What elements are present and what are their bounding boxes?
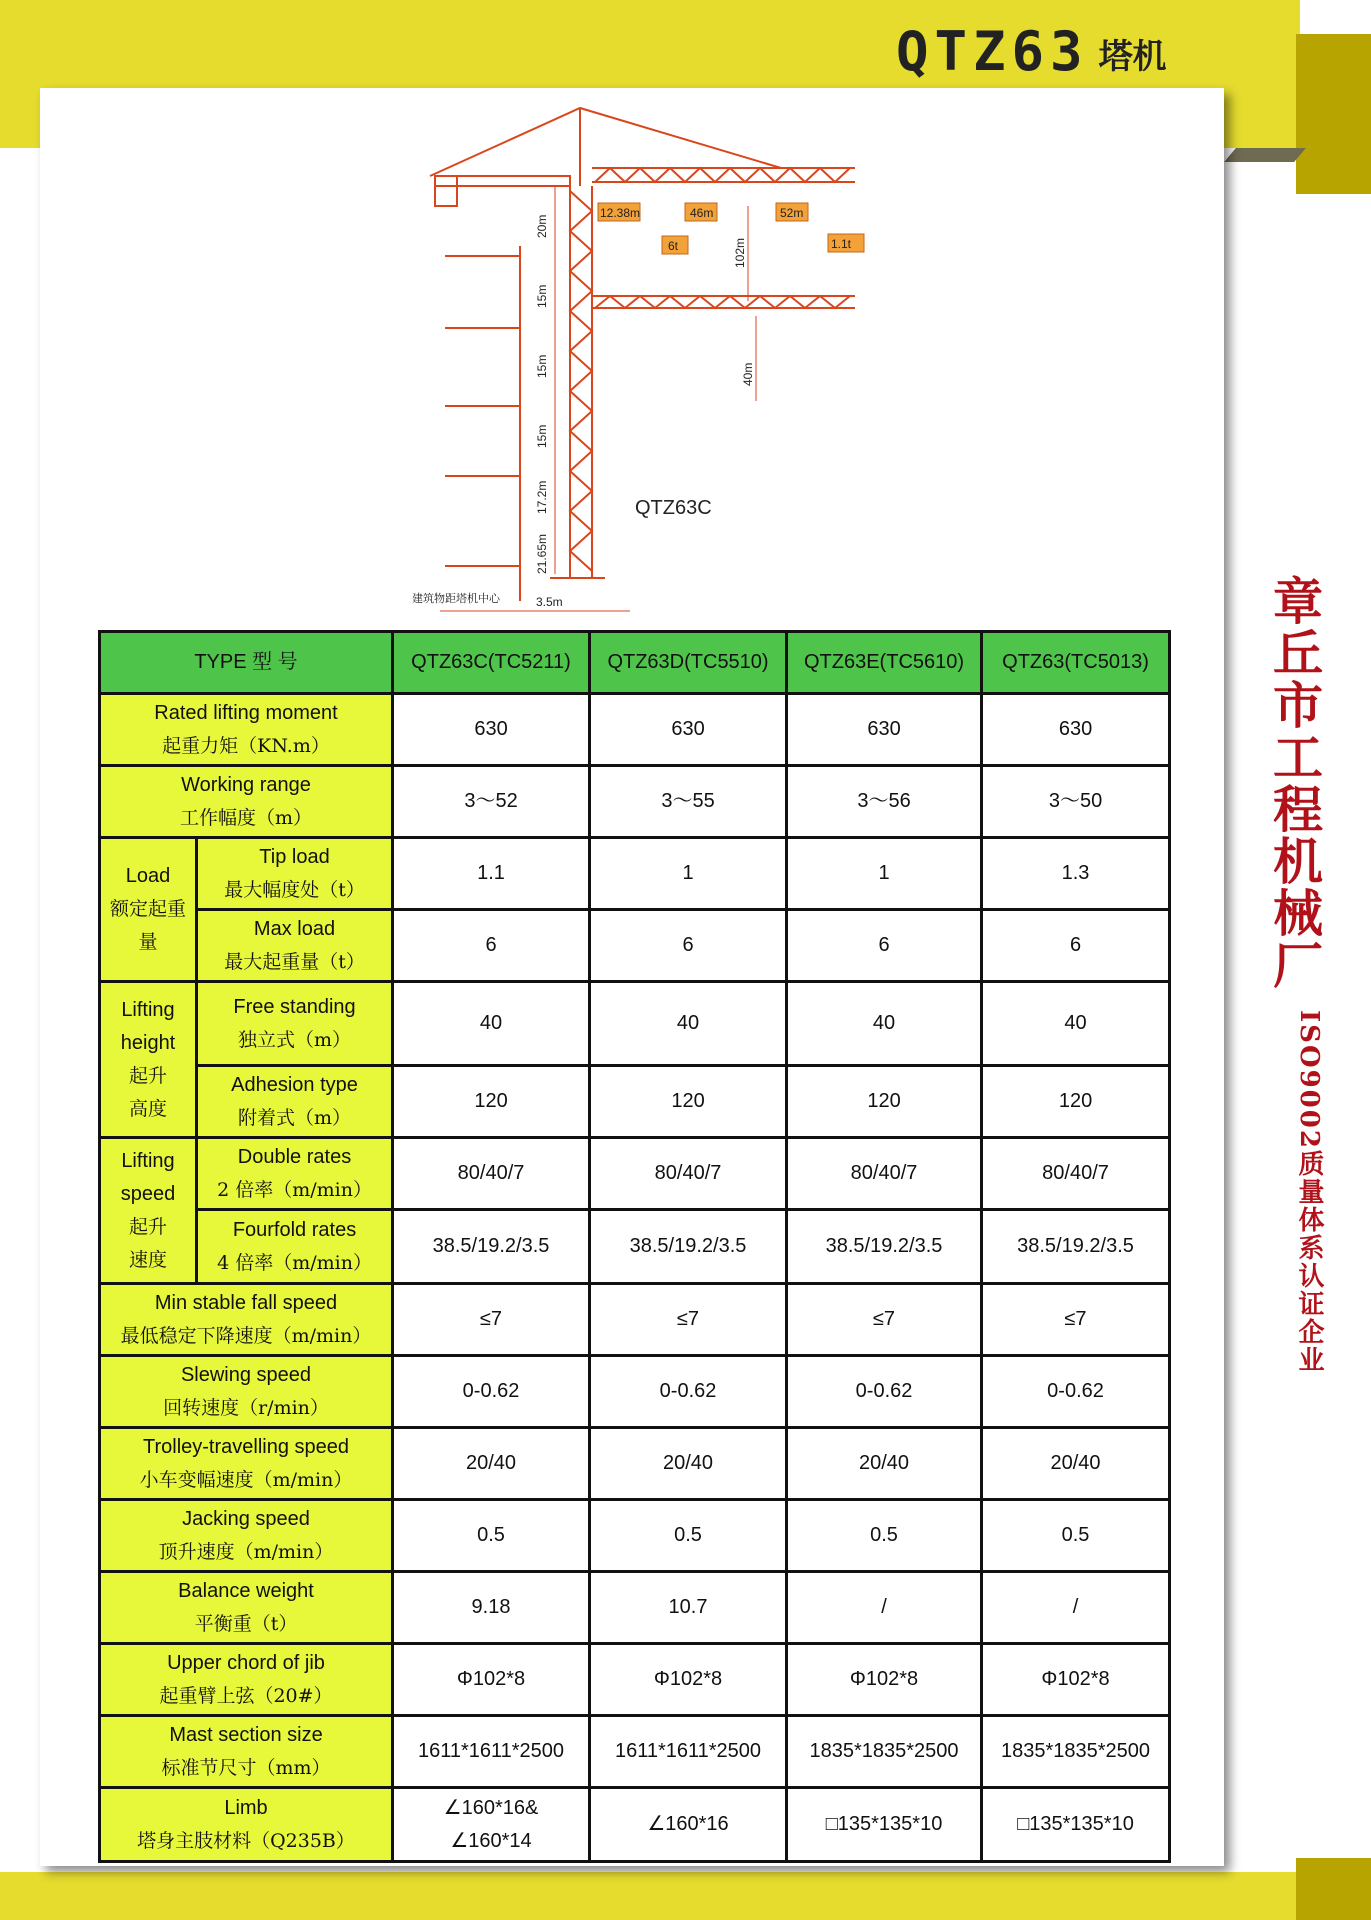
row-label: Trolley-travelling speed 小车变幅速度（m/min） (100, 1428, 393, 1500)
row-label: Double rates 2 倍率（m/min） (197, 1138, 393, 1210)
cell: 3～50 (982, 766, 1170, 838)
cell: 20/40 (393, 1428, 590, 1500)
table-row (100, 1284, 1170, 1356)
section-height: 15m (535, 424, 549, 448)
cell: □135*135*10 (982, 1788, 1170, 1862)
model-header: QTZ63E(TC5610) (787, 632, 982, 694)
row-label: Slewing speed 回转速度（r/min） (100, 1356, 393, 1428)
table-row (100, 1500, 1170, 1572)
section-height: 15m (535, 354, 549, 378)
row-label: Rated lifting moment 起重力矩（KN.m） (100, 694, 393, 766)
top-right-accent (1296, 34, 1371, 194)
row-label: Working range 工作幅度（m） (100, 766, 393, 838)
cell: 3～55 (590, 766, 787, 838)
cell: 120 (982, 1066, 1170, 1138)
cell: ≤7 (393, 1284, 590, 1356)
side-certification: ISO9002质量体系认证企业 (1294, 1010, 1324, 1374)
section-height: 17.2m (535, 480, 549, 514)
table-row (100, 1428, 1170, 1500)
row-label: Min stable fall speed 最低稳定下降速度（m/min） (100, 1284, 393, 1356)
cell: 40 (787, 982, 982, 1066)
logo-model: QTZ63 (896, 20, 1089, 83)
row-label: Balance weight 平衡重（t） (100, 1572, 393, 1644)
row-label: Limb 塔身主肢材料（Q235B） (100, 1788, 393, 1862)
cell: 6 (590, 910, 787, 982)
table-row (100, 694, 1170, 766)
cell: 0-0.62 (590, 1356, 787, 1428)
cell: 20/40 (590, 1428, 787, 1500)
table-row (100, 1788, 1170, 1862)
cell: 6 (982, 910, 1170, 982)
band-shadow (1224, 148, 1306, 162)
total-height-label: 102m (733, 237, 747, 268)
cell: 1611*1611*2500 (590, 1716, 787, 1788)
cell: 80/40/7 (590, 1138, 787, 1210)
cell: 10.7 (590, 1572, 787, 1644)
cell: □135*135*10 (787, 1788, 982, 1862)
group-label-lifting-speed: Lifting speed 起升 速度 (100, 1138, 197, 1284)
table-row (100, 1138, 1170, 1210)
model-header: QTZ63(TC5013) (982, 632, 1170, 694)
cell: 40 (393, 982, 590, 1066)
cell: 630 (590, 694, 787, 766)
jib-mark: 12.38m (600, 206, 641, 220)
cell: 1835*1835*2500 (787, 1716, 982, 1788)
cell: ≤7 (982, 1284, 1170, 1356)
mast-lacing (570, 191, 592, 571)
cell: 0-0.62 (393, 1356, 590, 1428)
cell: 630 (393, 694, 590, 766)
cell: 40 (982, 982, 1170, 1066)
tie-bars (430, 108, 781, 176)
jib-mark: 46m (690, 206, 714, 220)
cell: 6 (787, 910, 982, 982)
counter-jib (435, 176, 570, 186)
cell: 0.5 (590, 1500, 787, 1572)
cell: 38.5/19.2/3.5 (393, 1210, 590, 1284)
load-label: 6t (668, 239, 679, 253)
section-height: 20m (535, 214, 549, 238)
cell: 80/40/7 (982, 1138, 1170, 1210)
cell: 0.5 (787, 1500, 982, 1572)
base-distance: 3.5m (536, 595, 563, 609)
table-row (100, 1572, 1170, 1644)
crane-diagram (400, 96, 880, 626)
group-label-lifting-height: Lifting height 起升 高度 (100, 982, 197, 1138)
bottom-right-accent (1296, 1858, 1371, 1920)
counter-weight (435, 176, 457, 206)
cell: 630 (982, 694, 1170, 766)
free-height-label: 40m (741, 362, 755, 386)
cell: 40 (590, 982, 787, 1066)
model-header: QTZ63D(TC5510) (590, 632, 787, 694)
cell: ≤7 (590, 1284, 787, 1356)
table-row (100, 910, 1170, 982)
cell: 120 (590, 1066, 787, 1138)
model-header: QTZ63C(TC5211) (393, 632, 590, 694)
cell: Φ102*8 (590, 1644, 787, 1716)
cell: 1 (787, 838, 982, 910)
cell: 1611*1611*2500 (393, 1716, 590, 1788)
cell: 120 (393, 1066, 590, 1138)
footer-label: 建筑物距塔机中心 (412, 593, 500, 605)
table-row (100, 766, 1170, 838)
jib-mark: 52m (780, 206, 804, 220)
row-label: Tip load 最大幅度处（t） (197, 838, 393, 910)
section-height: 21.65m (535, 533, 549, 574)
cell: 1.1 (393, 838, 590, 910)
cell: 120 (787, 1066, 982, 1138)
table-row (100, 1644, 1170, 1716)
table-header-row (100, 632, 1170, 694)
jib2-lacing (595, 296, 850, 308)
table-row (100, 1716, 1170, 1788)
cell: 0.5 (393, 1500, 590, 1572)
cell: Φ102*8 (982, 1644, 1170, 1716)
crane-drawing (430, 108, 855, 611)
load-label: 1.1t (831, 237, 852, 251)
model-label: QTZ63C (635, 497, 712, 519)
row-label: Fourfold rates 4 倍率（m/min） (197, 1210, 393, 1284)
cell: 6 (393, 910, 590, 982)
cell: 0-0.62 (787, 1356, 982, 1428)
table-row (100, 838, 1170, 910)
group-label-load: Load 额定起重量 (100, 838, 197, 982)
cell: 0.5 (982, 1500, 1170, 1572)
cell: ∠160*16& ∠160*14 (393, 1788, 590, 1862)
cell: 3～52 (393, 766, 590, 838)
cell: / (982, 1572, 1170, 1644)
bottom-band (0, 1872, 1371, 1920)
cell: ∠160*16 (590, 1788, 787, 1862)
row-label: Upper chord of jib 起重臂上弦（20#） (100, 1644, 393, 1716)
cell: 0-0.62 (982, 1356, 1170, 1428)
cell: Φ102*8 (787, 1644, 982, 1716)
cell: ≤7 (787, 1284, 982, 1356)
cell: 1835*1835*2500 (982, 1716, 1170, 1788)
row-label: Adhesion type 附着式（m） (197, 1066, 393, 1138)
row-label: Jacking speed 顶升速度（m/min） (100, 1500, 393, 1572)
cell: Φ102*8 (393, 1644, 590, 1716)
row-label: Mast section size 标准节尺寸（mm） (100, 1716, 393, 1788)
cell: 20/40 (982, 1428, 1170, 1500)
row-label: Max load 最大起重量（t） (197, 910, 393, 982)
row-label: Free standing 独立式（m） (197, 982, 393, 1066)
cell: 38.5/19.2/3.5 (590, 1210, 787, 1284)
cell: 1.3 (982, 838, 1170, 910)
cell: 630 (787, 694, 982, 766)
table-row (100, 1066, 1170, 1138)
spec-table (98, 630, 1171, 1863)
cell: 80/40/7 (393, 1138, 590, 1210)
side-company-name: 章丘市工程机械厂 (1265, 575, 1324, 991)
cell: 38.5/19.2/3.5 (982, 1210, 1170, 1284)
cell: 9.18 (393, 1572, 590, 1644)
table-row (100, 1356, 1170, 1428)
cell: 80/40/7 (787, 1138, 982, 1210)
cell: / (787, 1572, 982, 1644)
logo-suffix: 塔机 (1098, 37, 1167, 77)
cell: 38.5/19.2/3.5 (787, 1210, 982, 1284)
jib-lacing (595, 168, 850, 182)
table-row (100, 982, 1170, 1066)
section-height: 15m (535, 284, 549, 308)
header-logo (896, 20, 1167, 83)
type-header: TYPE 型 号 (100, 632, 393, 694)
cell: 20/40 (787, 1428, 982, 1500)
cell: 1 (590, 838, 787, 910)
cell: 3～56 (787, 766, 982, 838)
table-row (100, 1210, 1170, 1284)
